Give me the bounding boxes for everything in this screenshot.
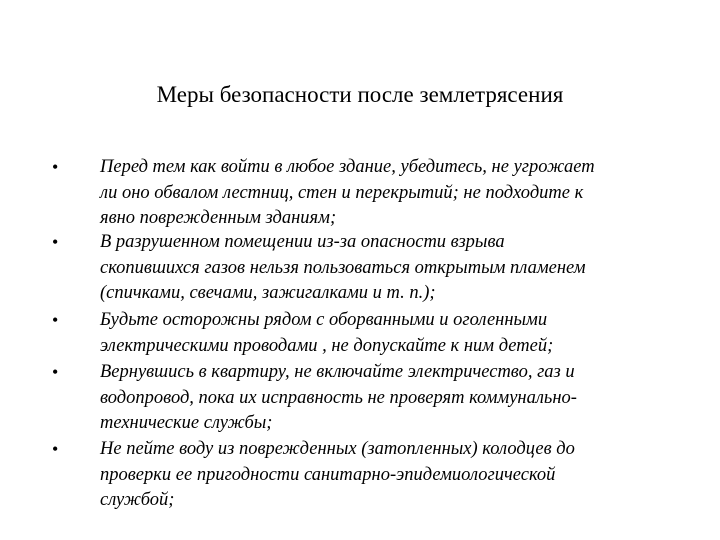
text-line: водопровод, пока их исправность не проверят коммунально- [100,387,577,408]
text-line: Вернувшись в квартиру, не включайте электричество, газ и [100,362,575,382]
bullet-icon: • [52,157,59,177]
text-line: электрическими проводами , не допускайте к ним детей; [100,335,554,356]
page-title: Меры безопасности после землетрясения [156,82,564,107]
list-item-text [100,308,660,359]
text-line: службой; [100,490,175,510]
text-line: проверки ее пригодности санитарно-эпидемиологической [100,464,556,485]
text-line: (спичками, свечами, зажигалками и т. п.); [100,283,436,303]
text-line: Перед тем как войти в любое здание, убедитесь, не угрожает [100,157,595,177]
text-line: Не пейте воду из поврежденных (затопленных) колодцев до [100,439,575,459]
text-line: технические службы; [100,413,273,433]
bullet-icon: • [52,232,59,252]
list-item-text [100,155,660,232]
bullet-icon: • [52,439,59,459]
bullet-icon: • [52,310,59,330]
list-item-text [100,360,660,437]
list-item-text [100,437,660,514]
text-line: ли оно обвалом лестниц, стен и перекрытий; не подходите к [100,182,584,203]
list-item-text [100,230,660,307]
text-line: явно поврежденным зданиям; [100,208,337,228]
text-line: В разрушенном помещении из-за опасности взрыва [100,232,505,252]
text-line: скопившихся газов нельзя пользоваться открытым пламенем [100,257,586,278]
text-line: Будьте осторожны рядом с оборванными и оголенными [100,310,548,330]
bullet-icon: • [52,362,59,382]
